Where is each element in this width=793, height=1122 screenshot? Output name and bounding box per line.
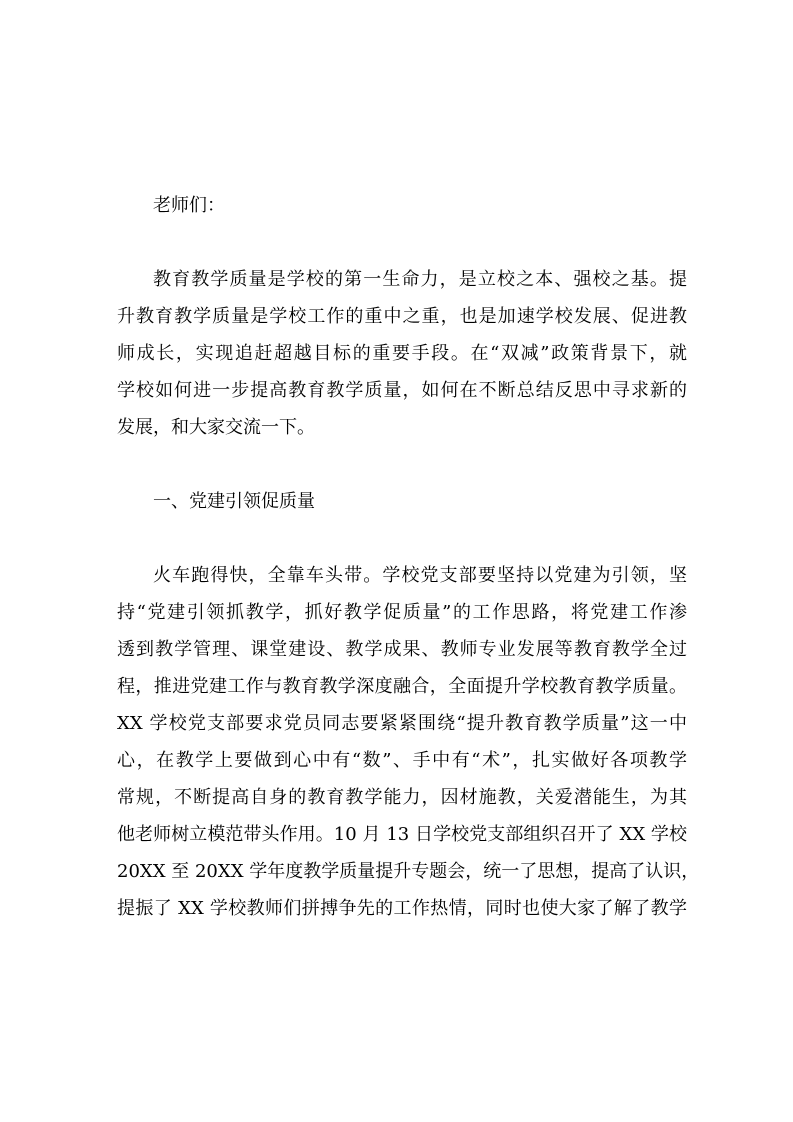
paragraph-line: 程，推进党建工作与教育教学深度融合，全面提升学校教育教学质量。	[117, 676, 687, 697]
paragraph-line: 心，在教学上要做到心中有“数”、手中有“术”，扎实做好各项教学	[117, 750, 687, 771]
paragraph-line: 师成长，实现追赶超越目标的重要手段。在“双减”政策背景下，就	[117, 343, 687, 364]
paragraph-line: 提振了 XX 学校教师们拼搏争先的工作热情，同时也使大家了解了教学	[117, 898, 687, 919]
salutation: 老师们：	[153, 195, 225, 216]
paragraph-line: 他老师树立模范带头作用。10 月 13 日学校党支部组织召开了 XX 学校	[117, 824, 687, 845]
section-heading: 一、党建引领促质量	[153, 491, 315, 512]
paragraph-line: 教育教学质量是学校的第一生命力，是立校之本、强校之基。提	[153, 269, 687, 290]
paragraph-line: 20XX 至 20XX 学年度教学质量提升专题会，统一了思想，提高了认识，	[117, 861, 700, 882]
document-body	[117, 187, 700, 927]
paragraph-line: 学校如何进一步提高教育教学质量，如何在不断总结反思中寻求新的	[117, 380, 687, 401]
paragraph-line: 透到教学管理、课堂建设、教学成果、教师专业发展等教育教学全过	[117, 639, 687, 660]
paragraph-line: XX 学校党支部要求党员同志要紧紧围绕“提升教育教学质量”这一中	[117, 713, 687, 734]
paragraph-line: 火车跑得快，全靠车头带。学校党支部要坚持以党建为引领，坚	[153, 565, 687, 586]
paragraph-intro	[117, 261, 687, 446]
paragraph-line: 发展，和大家交流一下。	[117, 417, 315, 438]
paragraph-party-building	[117, 557, 700, 927]
spacer	[117, 224, 687, 261]
paragraph-line: 升教育教学质量是学校工作的重中之重，也是加速学校发展、促进教	[117, 306, 687, 327]
paragraph-line: 持“党建引领抓教学，抓好教学促质量”的工作思路，将党建工作渗	[117, 602, 687, 623]
paragraph-line: 常规，不断提高自身的教育教学能力，因材施教，关爱潜能生，为其	[117, 787, 687, 808]
spacer	[117, 520, 687, 557]
spacer	[117, 446, 687, 483]
